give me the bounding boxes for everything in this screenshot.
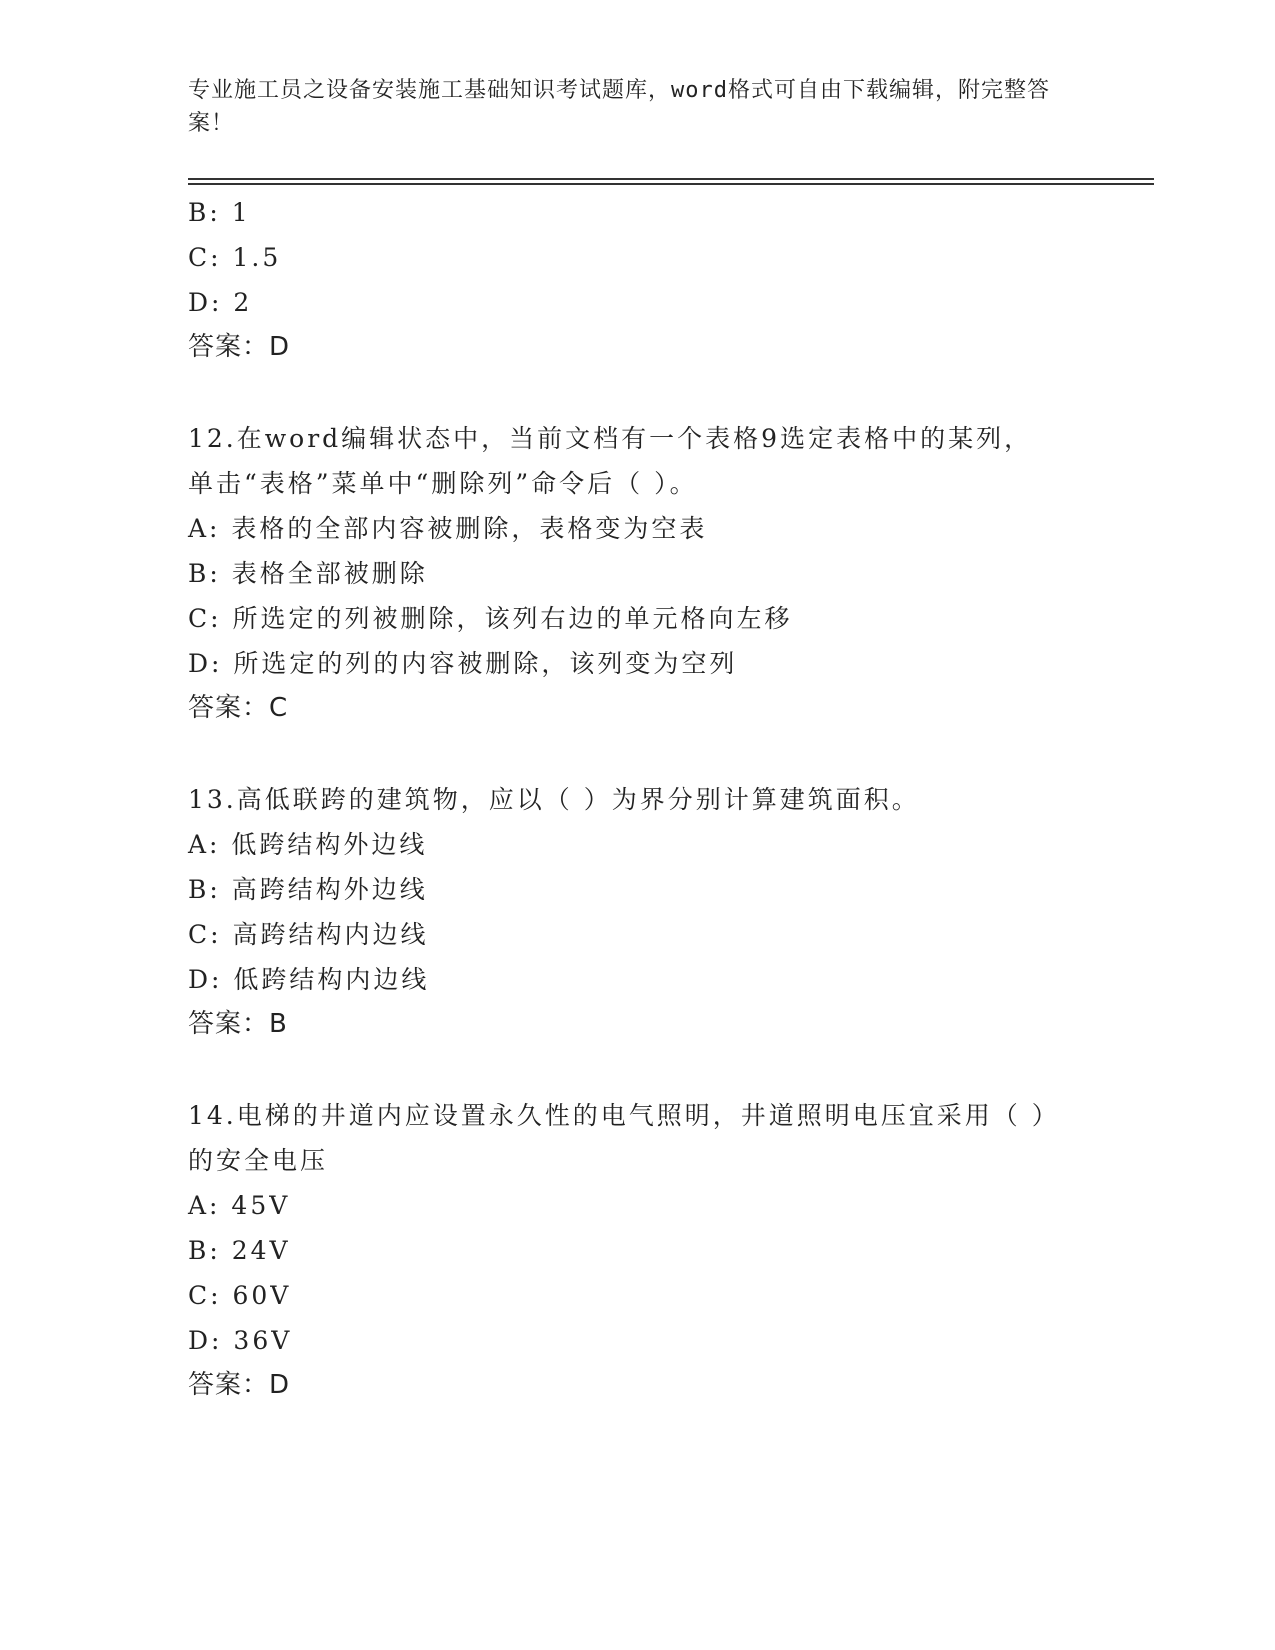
question-11-continued (188, 190, 1088, 370)
question-stem: 12.在word编辑状态中，当前文档有一个表格9选定表格中的某列，单击“表格”菜单中“删除列”命令后（ ）。 (188, 424, 1033, 498)
header-divider-top (188, 178, 1154, 180)
header-divider-bottom (188, 183, 1154, 185)
document-header: 专业施工员之设备安装施工基础知识考试题库，word格式可自由下载编辑，附完整答案！ (188, 78, 1050, 136)
option-b: B: 24V (188, 1236, 291, 1265)
option-d: D: 36V (188, 1326, 293, 1355)
option-c: C: 60V (188, 1281, 292, 1310)
question-13 (188, 777, 1088, 1047)
option-b: B: 1 (188, 198, 251, 227)
answer-line: 答案：C (188, 693, 289, 723)
option-d: D: 低跨结构内边线 (188, 965, 430, 994)
question-12 (188, 416, 1088, 731)
answer-line: 答案：D (188, 1370, 291, 1400)
option-a: A: 45V (188, 1191, 291, 1220)
answer-line: 答案：B (188, 1009, 288, 1039)
option-d: D: 所选定的列的内容被删除，该列变为空列 (188, 649, 738, 678)
option-c: C: 1.5 (188, 243, 282, 272)
spacer (188, 370, 1088, 416)
question-stem: 14.电梯的井道内应设置永久性的电气照明，井道照明电压宜采用（ ）的安全电压 (188, 1101, 1048, 1175)
spacer (188, 731, 1088, 777)
spacer (188, 1047, 1088, 1093)
option-a: A: 表格的全部内容被删除，表格变为空表 (188, 514, 708, 543)
question-stem: 13.高低联跨的建筑物，应以（ ）为界分别计算建筑面积。 (188, 785, 920, 814)
option-a: A: 低跨结构外边线 (188, 830, 428, 859)
answer-line: 答案：D (188, 332, 291, 362)
question-content (188, 190, 1088, 1408)
option-c: C: 高跨结构内边线 (188, 920, 429, 949)
option-c: C: 所选定的列被删除，该列右边的单元格向左移 (188, 604, 793, 633)
option-b: B: 表格全部被删除 (188, 559, 428, 588)
option-d: D: 2 (188, 288, 253, 317)
question-14 (188, 1093, 1088, 1408)
option-b: B: 高跨结构外边线 (188, 875, 428, 904)
